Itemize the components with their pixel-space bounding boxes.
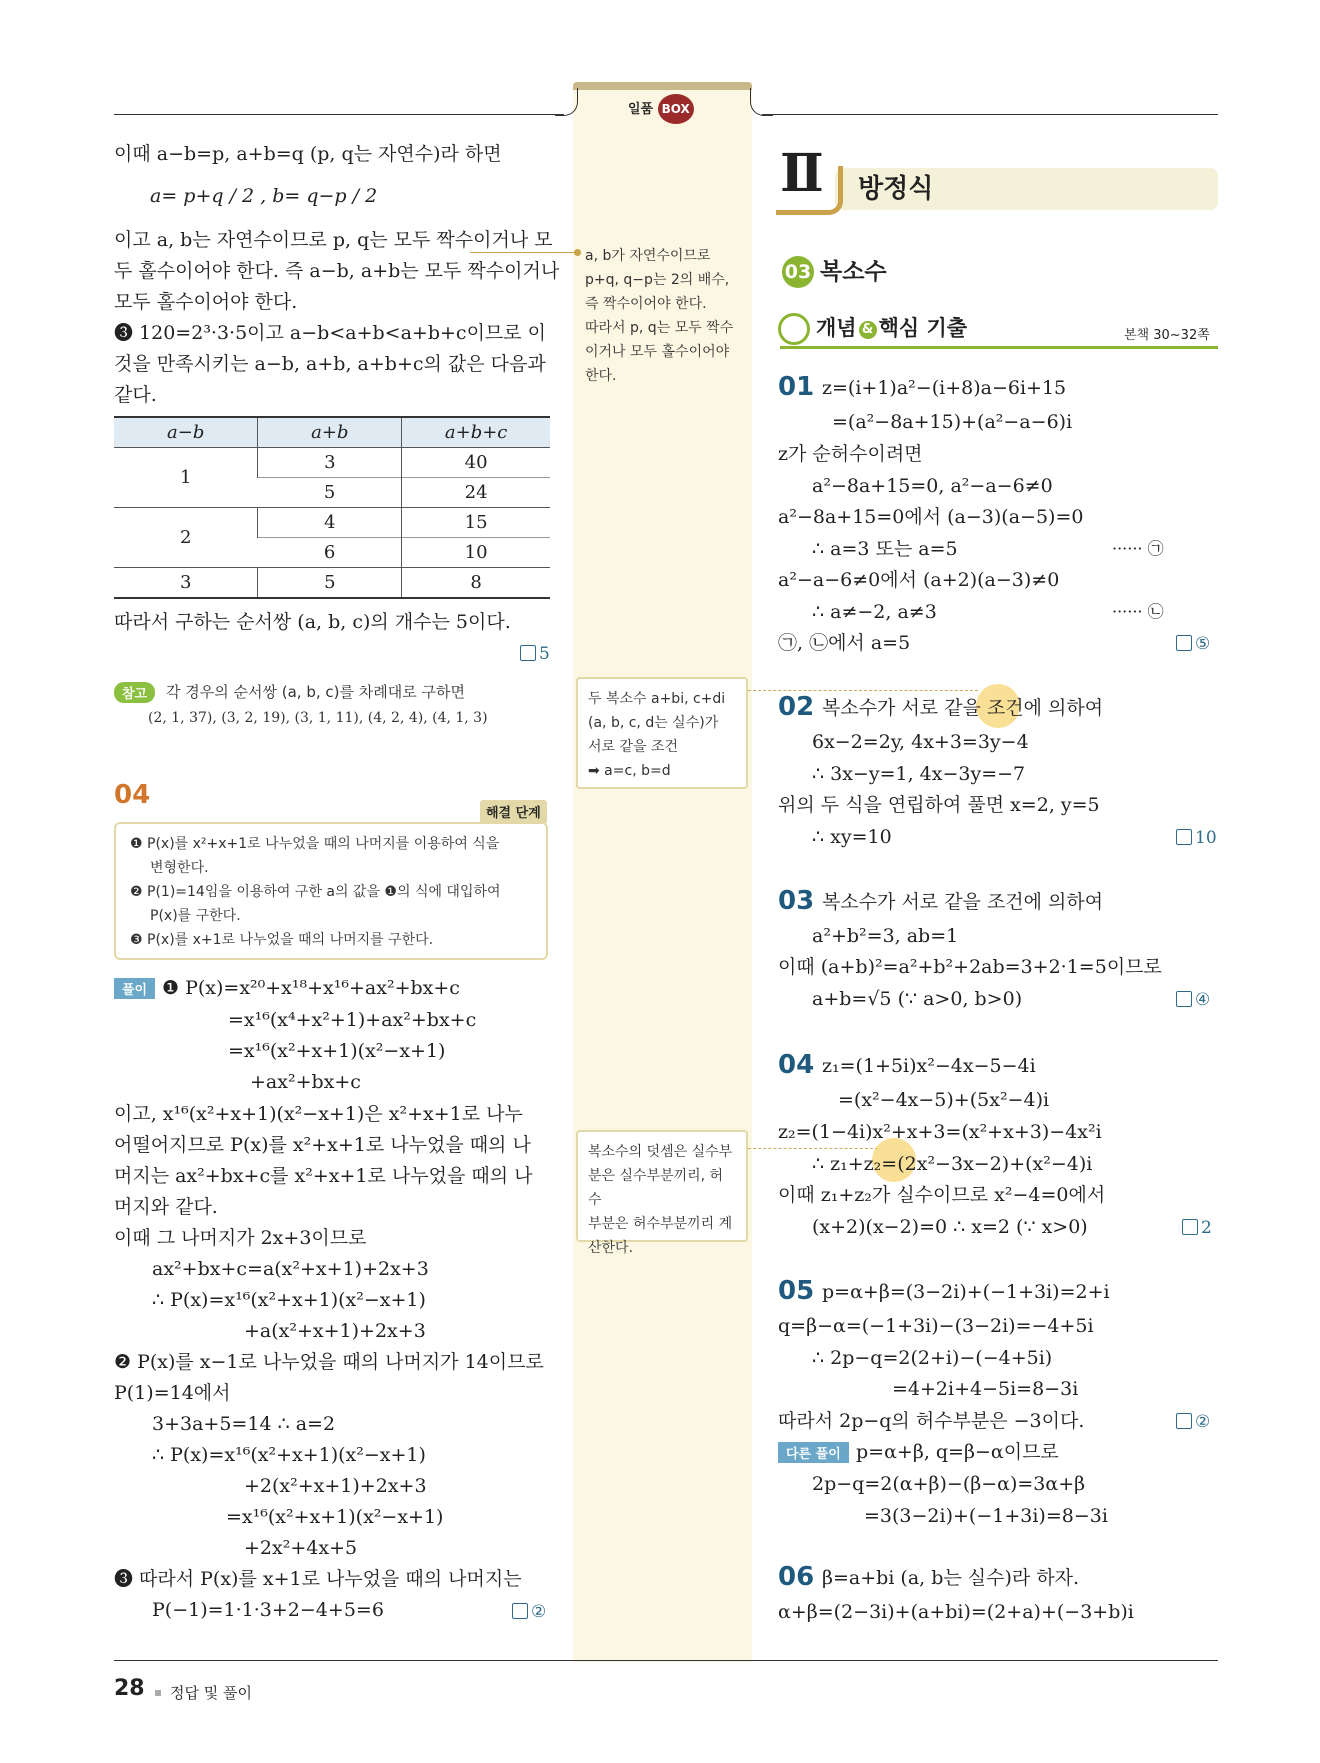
q02-line-5: ∴ xy=10 [812, 826, 892, 848]
sol-line-11: ∴ P(x)=x¹⁶(x²+x+1)(x²−x+1) [152, 1289, 426, 1311]
q05-line-4: =4+2i+4−5i=8−3i [892, 1378, 1079, 1400]
q05-number: 05 [778, 1276, 815, 1306]
q01-line-9: ㉠, ㉡에서 a=5 [778, 632, 911, 654]
table-row [114, 448, 550, 478]
q01-line-8: ∴ a≠−2, a≠3 [812, 601, 937, 623]
left-line-8: 같다. [114, 384, 157, 406]
table-cell: 3 [258, 448, 402, 478]
header-notch-right [750, 88, 773, 116]
sol-line-12: +a(x²+x+1)+2x+3 [244, 1320, 426, 1342]
left-line-3: 이고 a, b는 자연수이므로 p, q는 모두 짝수이거나 모 [114, 229, 553, 251]
note-connector-3 [748, 1148, 878, 1149]
footer-rule [114, 1660, 1218, 1661]
concept-title-b: 핵심 기출 [878, 316, 968, 340]
q01-number: 01 [778, 372, 815, 402]
section-title: 복소수 [820, 259, 887, 285]
q05-line-7: 2p−q=2(α+β)−(β−α)=3α+β [812, 1473, 1086, 1495]
answer-icon [512, 1603, 528, 1619]
q06-line-1: β=a+bi (a, b는 실수)라 하자. [822, 1567, 1080, 1589]
q01-mark-2: ······ ㉡ [1112, 602, 1164, 621]
chapter-bracket [776, 166, 843, 215]
q05-line-1: p=α+β=(3−2i)+(−1+3i)=2+i [822, 1281, 1110, 1303]
answer-02 [1176, 828, 1217, 848]
header-rule-right [762, 114, 1218, 115]
q02-line-1: 복소수가 서로 같을 조건에 의하여 [822, 697, 1104, 719]
answer-05 [1176, 1412, 1210, 1432]
q01-line-3: z가 순허수이려면 [778, 443, 923, 465]
table-cell: 5 [323, 482, 336, 503]
table-cell: 3 [179, 572, 192, 593]
q04-line-2: =(x²−4x−5)+(5x²−4)i [838, 1089, 1050, 1111]
ref-line-2: (2, 1, 37), (3, 2, 19), (3, 1, 11), (4, 2, 4), (4, 1, 3) [148, 710, 488, 726]
table-cell: 40 [402, 448, 550, 478]
q02-line-4: 위의 두 식을 연립하여 풀면 x=2, y=5 [778, 794, 1100, 816]
answer-04 [1182, 1218, 1212, 1238]
answer-a [520, 644, 550, 664]
answer-05-value: ② [1195, 1412, 1211, 1432]
q01-line-2: =(a²−8a+15)+(a²−a−6)i [832, 411, 1073, 433]
concept-amp: & [859, 321, 877, 339]
answer-04-value: 2 [1201, 1218, 1212, 1238]
step-2b: P(x)를 구한다. [150, 908, 241, 924]
sol-line-3: =x¹⁶(x²+x+1)(x²−x+1) [228, 1040, 446, 1062]
margin-note-2-line: ➡ a=c, b=d [588, 763, 671, 779]
sol-line-16: ∴ P(x)=x¹⁶(x²+x+1)(x²−x+1) [152, 1444, 426, 1466]
ref-badge: 참고 [114, 682, 155, 703]
alt-solution-badge: 다른 풀이 [778, 1442, 849, 1463]
sol-line-14: P(1)=14에서 [114, 1382, 231, 1404]
concept-underline [780, 346, 1218, 349]
answer-01 [1176, 634, 1210, 654]
header-badge-pre: 일품 [628, 102, 654, 117]
answer-icon [1176, 991, 1192, 1007]
step-3: ❸ P(x)를 x+1로 나누었을 때의 나머지를 구한다. [130, 932, 434, 948]
table-cell: 10 [402, 538, 550, 568]
answer-02-value: 10 [1195, 828, 1217, 848]
table-cell: 24 [402, 478, 550, 508]
sol-line-10: ax²+bx+c=a(x²+x+1)+2x+3 [152, 1258, 429, 1280]
q06-number: 06 [778, 1562, 815, 1592]
sol-line-20: ❸ 따라서 P(x)를 x+1로 나누었을 때의 나머지는 [114, 1568, 522, 1590]
answer-03 [1176, 990, 1210, 1010]
sol-line-18: =x¹⁶(x²+x+1)(x²−x+1) [226, 1506, 444, 1528]
q01-mark-1: ······ ㉠ [1112, 539, 1164, 558]
q01-line-4: a²−8a+15=0, a²−a−6≠0 [812, 475, 1053, 497]
q03-number: 03 [778, 886, 815, 916]
sol-line-6: 어떨어지므로 P(x)를 x²+x+1로 나누었을 때의 나 [114, 1134, 531, 1156]
step-1a: ❶ P(x)를 x²+x+1로 나누었을 때의 나머지를 이용하여 식을 [130, 836, 500, 852]
q06-line-2: α+β=(2−3i)+(a+bi)=(2+a)+(−3+b)i [778, 1601, 1134, 1623]
sol-line-21: P(−1)=1·1·3+2−4+5=6 [152, 1599, 384, 1621]
q02-number: 02 [778, 692, 815, 722]
answer-icon [1182, 1219, 1198, 1235]
answer-icon [1176, 829, 1192, 845]
step-1b: 변형한다. [150, 860, 209, 876]
section-number: 03 [782, 256, 814, 288]
table-header-row [114, 417, 550, 448]
q03-line-3: 이때 (a+b)²=a²+b²+2ab=3+2·1=5이므로 [778, 956, 1162, 978]
sol-line-19: +2x²+4x+5 [244, 1537, 358, 1559]
step-2a: ❷ P(1)=14임을 이용하여 구한 a의 값을 ❶의 식에 대입하여 [130, 884, 501, 900]
q01-line-1: z=(i+1)a²−(i+8)a−6i+15 [822, 377, 1067, 399]
q03-line-2: a²+b²=3, ab=1 [812, 925, 959, 947]
left-line-1: 이때 a−b=p, a+b=q (p, q는 자연수)라 하면 [114, 143, 502, 165]
q04-number: 04 [778, 1050, 815, 1080]
left-line-9: 따라서 구하는 순서쌍 (a, b, c)의 개수는 5이다. [114, 611, 511, 633]
value-table [114, 416, 550, 599]
note-connector-1 [470, 252, 580, 253]
left-line-2: a= p+q / 2 , b= q−p / 2 [150, 185, 378, 207]
chapter-title: 방정식 [858, 174, 934, 204]
q05-line-6: p=α+β, q=β−α이므로 [856, 1441, 1059, 1463]
sol-line-2: =x¹⁶(x⁴+x²+1)+ax²+bx+c [228, 1009, 477, 1031]
sol-line-13: ❷ P(x)를 x−1로 나누었을 때의 나머지가 14이므로 [114, 1351, 544, 1373]
answer-icon [520, 645, 536, 661]
table-cell: 2 [114, 508, 258, 568]
sol-line-8: 머지와 같다. [114, 1196, 218, 1218]
sol-line-15: 3+3a+5=14 ∴ a=2 [152, 1413, 336, 1435]
left-line-5: 모두 홀수이어야 한다. [114, 291, 298, 313]
q02-line-2: 6x−2=2y, 4x+3=3y−4 [812, 731, 1029, 753]
concept-title-a: 개념 [816, 316, 857, 340]
q03-line-1: 복소수가 서로 같을 조건에 의하여 [822, 891, 1104, 913]
q02-line-3: ∴ 3x−y=1, 4x−3y=−7 [812, 763, 1026, 785]
q04-line-5: 이때 z₁+z₂가 실수이므로 x²−4=0에서 [778, 1184, 1106, 1206]
margin-note-2-line: (a, b, c, d는 실수)가 [588, 715, 719, 731]
q05-line-8: =3(3−2i)+(−1+3i)=8−3i [864, 1505, 1108, 1527]
note-connector-2 [748, 690, 978, 691]
table-header: a−b [114, 417, 258, 448]
margin-note-2-line: 두 복소수 a+bi, c+di [588, 691, 726, 707]
table-cell: 5 [258, 568, 402, 599]
note-connector-dot [574, 249, 581, 256]
table-row [114, 508, 550, 538]
sol-line-17: +2(x²+x+1)+2x+3 [244, 1475, 427, 1497]
q05-line-3: ∴ 2p−q=2(2+i)−(−4+5i) [812, 1347, 1053, 1369]
table-cell: 1 [114, 448, 258, 508]
q01-line-6: ∴ a=3 또는 a=5 [812, 538, 958, 560]
sol-line-5: 이고, x¹⁶(x²+x+1)(x²−x+1)은 x²+x+1로 나누 [114, 1103, 523, 1125]
margin-note-3 [576, 1130, 748, 1256]
header-badge [628, 94, 694, 124]
q04-line-6: (x+2)(x−2)=0 ∴ x=2 (∵ x>0) [812, 1216, 1088, 1238]
header-badge-box: BOX [658, 94, 694, 124]
page-number: 28 [114, 1676, 145, 1701]
q04-line-4: ∴ z₁+z₂=(2x²−3x−2)+(x²−4)i [812, 1153, 1093, 1175]
margin-note-1-line: a, b가 자연수이므로 [585, 248, 711, 264]
solution-badge: 풀이 [114, 978, 155, 999]
margin-note-2-line: 서로 같을 조건 [588, 739, 679, 755]
answer-01-value: ⑤ [1195, 634, 1211, 654]
problem-04-number: 04 [114, 780, 151, 810]
margin-note-3-line: 복소수의 덧셈은 실수부 [588, 1144, 733, 1160]
sol-line-4: +ax²+bx+c [250, 1071, 361, 1093]
answer-icon [1176, 1413, 1192, 1429]
ref-line-1: 각 경우의 순서쌍 (a, b, c)를 차례대로 구하면 [166, 683, 465, 701]
table-cell: 4 [258, 508, 402, 538]
table-cell: 6 [323, 542, 336, 563]
concept-icon [778, 313, 810, 345]
margin-note-3-line: 부분은 허수부분끼리 계 [588, 1216, 733, 1232]
margin-note-1-line: 즉 짝수이어야 한다. [585, 296, 707, 312]
sol-line-9: 이때 그 나머지가 2x+3이므로 [114, 1227, 367, 1249]
table-header: a+b [258, 417, 402, 448]
footer-bullet [155, 1690, 161, 1696]
margin-note-1-line: 이거나 모두 홀수이어야 [585, 344, 730, 360]
header-rule-left [114, 114, 564, 115]
q04-line-3: z₂=(1−4i)x²+x+3=(x²+x+3)−4x²i [778, 1121, 1102, 1143]
answer-b-value: ② [531, 1602, 547, 1622]
q01-line-7: a²−a−6≠0에서 (a+2)(a−3)≠0 [778, 569, 1060, 591]
sol-line-7: 머지는 ax²+bx+c를 x²+x+1로 나누었을 때의 나 [114, 1165, 533, 1187]
table-row [114, 568, 550, 599]
answer-a-value: 5 [539, 644, 550, 664]
concept-title [816, 312, 967, 344]
margin-note-1-line: 한다. [585, 368, 617, 384]
margin-note-3-line: 산한다. [588, 1240, 634, 1256]
table-header: a+b+c [402, 417, 550, 448]
footer-label: 정답 및 풀이 [170, 1684, 252, 1702]
margin-note-3-line: 분은 실수부분끼리, 허수 [588, 1168, 724, 1208]
chapter-numeral: Ⅱ [780, 143, 824, 204]
sol-line-1: ❶ P(x)=x²⁰+x¹⁸+x¹⁶+ax²+bx+c [162, 977, 460, 999]
q04-line-1: z₁=(1+5i)x²−4x−5−4i [822, 1055, 1036, 1077]
left-line-4: 두 홀수이어야 한다. 즉 a−b, a+b는 모두 짝수이거나 [114, 260, 560, 282]
margin-note-1-line: p+q, q−p는 2의 배수, [585, 272, 730, 288]
book-ref: 본책 30~32쪽 [1124, 328, 1210, 343]
left-line-7: 것을 만족시키는 a−b, a+b, a+b+c의 값은 다음과 [114, 353, 546, 375]
q05-line-2: q=β−α=(−1+3i)−(3−2i)=−4+5i [778, 1315, 1094, 1337]
table-cell: 15 [402, 508, 550, 538]
margin-note-1-line: 따라서 p, q는 모두 짝수 [585, 320, 734, 336]
answer-icon [1176, 635, 1192, 651]
margin-note-2 [576, 677, 748, 789]
q05-line-5: 따라서 2p−q의 허수부분은 −3이다. [778, 1410, 1085, 1432]
q03-line-4: a+b=√5 (∵ a>0, b>0) [812, 988, 1023, 1010]
answer-b [512, 1602, 546, 1622]
answer-03-value: ④ [1195, 990, 1211, 1010]
left-line-6: ❸ 120=2³·3·5이고 a−b<a+b<a+b+c이므로 이 [114, 322, 547, 344]
margin-note-1 [585, 244, 745, 388]
q01-line-5: a²−8a+15=0에서 (a−3)(a−5)=0 [778, 506, 1084, 528]
margin-column-top-bar [573, 82, 752, 90]
steps-label: 해결 단계 [480, 800, 547, 823]
table-cell: 8 [402, 568, 550, 599]
